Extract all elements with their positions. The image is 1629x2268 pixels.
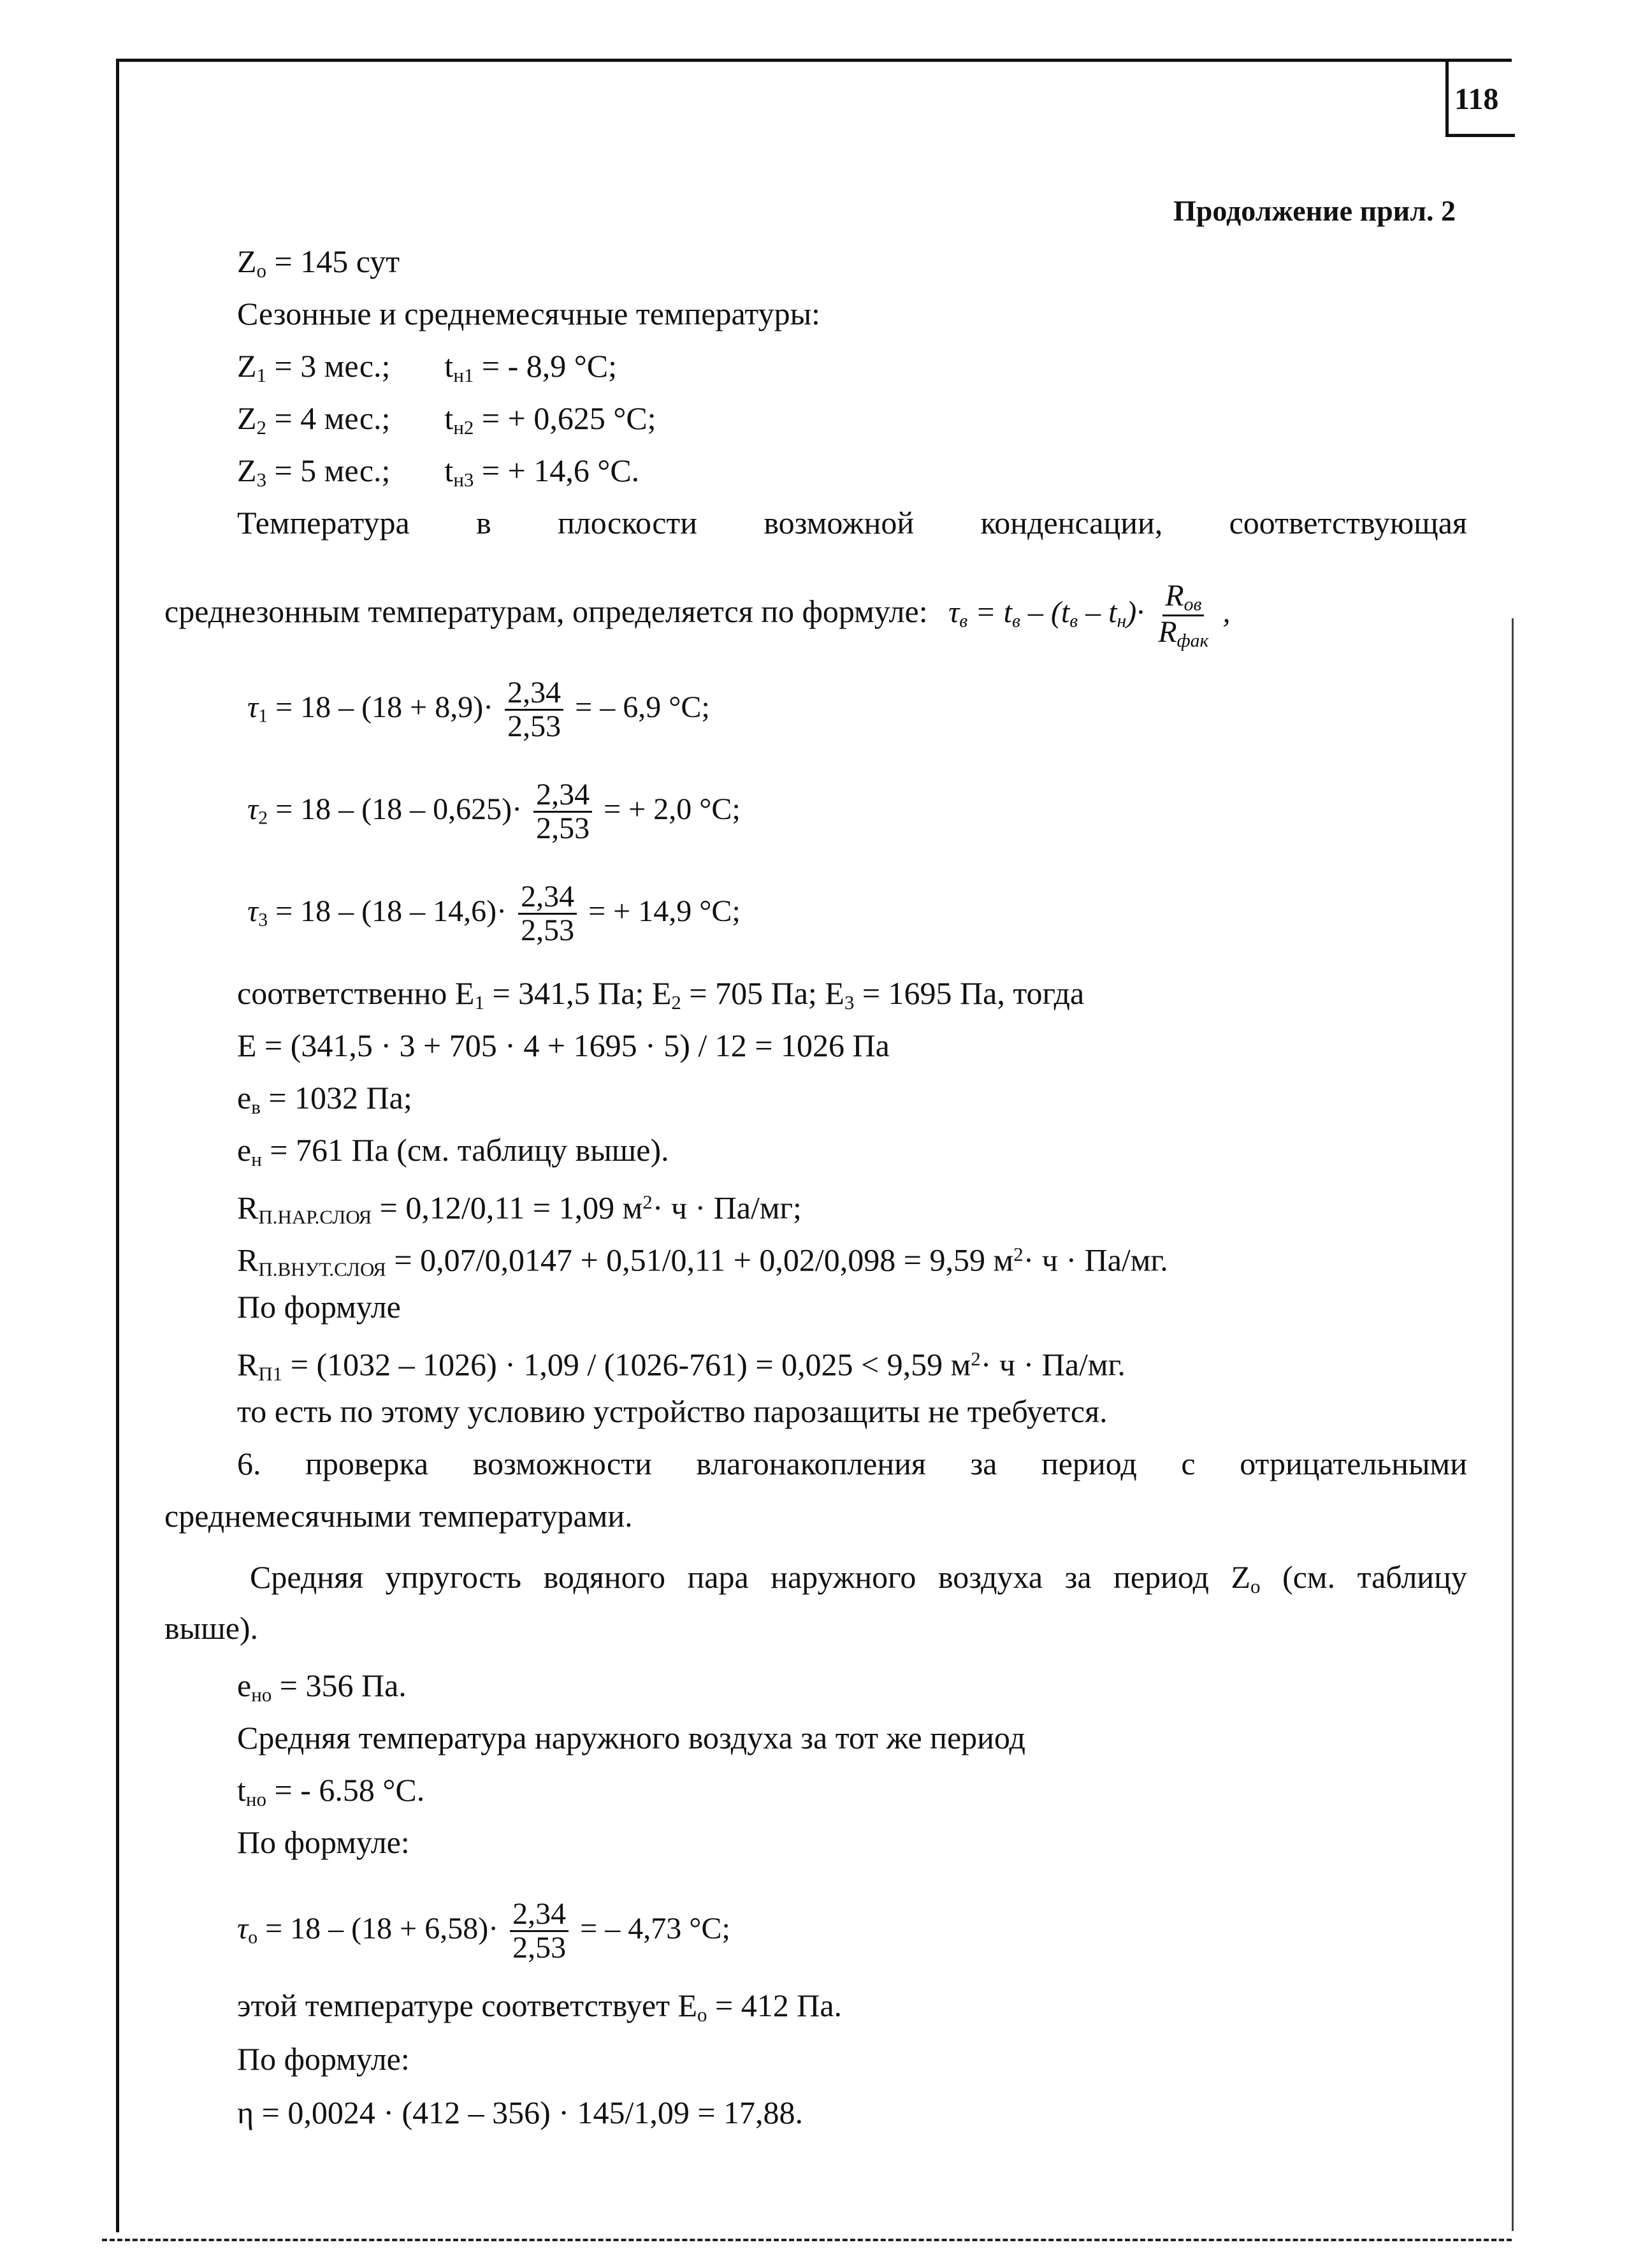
frame-top-border	[116, 59, 1512, 62]
paragraph-condensation-line1: Температура в плоскости возможной конденсации, соответствующая	[237, 505, 1467, 541]
paragraph-condensation-line2: среднезонным температурам, определяется по формуле: $\tau_в = t_в - (t_в - t_н)\cdot$ $\frac{R_{ов}}{R_{фак}}$ ,	[164, 579, 1231, 651]
eta-line: η = 0,0024 · (412 – 356) · 145/1,09 = 17,88.	[237, 2095, 804, 2130]
conclusion-line: то есть по этому условию устройство парозащиты не требуется.	[237, 1393, 1108, 1429]
item6-line1: 6. проверка возможности влагонакопления за период с отрицательными	[237, 1446, 1467, 1481]
rp-nar-line: $R_{П.НАР.СЛОЯ} = 0,12/0,11 = 1,09$ $м^2\cdot ч \cdot Па/мг$;	[237, 1189, 802, 1228]
tno-line: $t_{но}$ = - 6.58 °C.	[237, 1772, 425, 1810]
page-number: 118	[1454, 82, 1499, 116]
month-line-2: $Z_2 = 4$ мес.; $t_{н2}$ = + 0,625 °C;	[237, 400, 656, 439]
po-formule2-line: По формуле:	[237, 1824, 410, 1860]
avg-vapor-line2: выше).	[164, 1610, 259, 1646]
formula-tau-2: $\tau_2 = 18 - (18 - 0,625)\cdot$ $\frac{2,34}{2,53}$ = + 2,0 °C;	[247, 778, 741, 846]
seasonal-title: Сезонные и среднемесячные температуры:	[237, 296, 821, 331]
formula-tau-1: $\tau_1 = 18 - (18 + 8,9)\cdot$ $\frac{2,34}{2,53}$ = – 6,9 °C;	[247, 676, 710, 744]
rp-vn-line: $R_{П.ВНУТ.СЛОЯ} = 0,07/0,0147 + 0,51/0,11 + 0,02/0,098 = 9,59$ $м^2\cdot ч \cdot Па/мг$.	[237, 1242, 1168, 1281]
month-line-3: $Z_3 = 5$ мес.; $t_{н3}$ = + 14,6 °C.	[237, 453, 640, 491]
month-line-1: $Z_1 = 3$ мес.; $t_{н1}$ = - 8,9 °C;	[237, 348, 618, 386]
continuation-label: Продолжение прил. 2	[1173, 194, 1456, 227]
frame-left-border	[116, 59, 119, 2232]
e-average-line: E = (341,5 · 3 + 705 · 4 + 1695 · 5) / 12 = 1026 Па	[237, 1028, 890, 1063]
frame-bottom-border	[102, 2239, 1512, 2241]
en-line: $e_н = 761$ Па (см. таблицу выше).	[237, 1132, 669, 1170]
po-formule-line: По формуле	[237, 1289, 401, 1325]
frame-right-border	[1512, 618, 1514, 2231]
po-formule3-line: По формуле:	[237, 2041, 410, 2077]
formula-tau-general: $\tau_в = t_в - (t_в - t_н)\cdot$ $\frac{R_{ов}}{R_{фак}}$ ,	[948, 579, 1231, 651]
eo-line: этой температуре соответствует $E_o = 412$ Па.	[237, 1988, 843, 2026]
eno-line: $e_{но} = 356$ Па.	[237, 1668, 407, 1706]
ev-line: $e_в = 1032$ Па;	[237, 1080, 412, 1118]
item6-line2: среднемесячными температурами.	[164, 1498, 633, 1534]
formula-tau-o: $\tau_o = 18 - (18 + 6,58)\cdot$ $\frac{2,34}{2,53}$ = – 4,73 °C;	[237, 1897, 730, 1965]
avg-vapor-line1: Средняя упругость водяного пара наружного воздуха за период $Z_o$ (см. таблицу	[250, 1559, 1467, 1597]
avg-temp-line: Средняя температура наружного воздуха за тот же период	[237, 1720, 1025, 1756]
e-values-line: соответственно $E_1 = 341,5$ Па; $E_2 = 705$ Па; $E_3 = 1695$ Па, тогда	[237, 975, 1085, 1014]
zo-line: $Z_o = 145$ сут	[237, 244, 400, 282]
rp1-line: $R_{П1} = (1032 - 1026) \cdot 1,09 / (1026-761) = 0,025 < 9,59$ $м^2\cdot ч \cdot Па/мг$.	[237, 1346, 1126, 1385]
formula-tau-3: $\tau_3 = 18 - (18 - 14,6)\cdot$ $\frac{2,34}{2,53}$ = + 14,9 °C;	[247, 880, 741, 948]
